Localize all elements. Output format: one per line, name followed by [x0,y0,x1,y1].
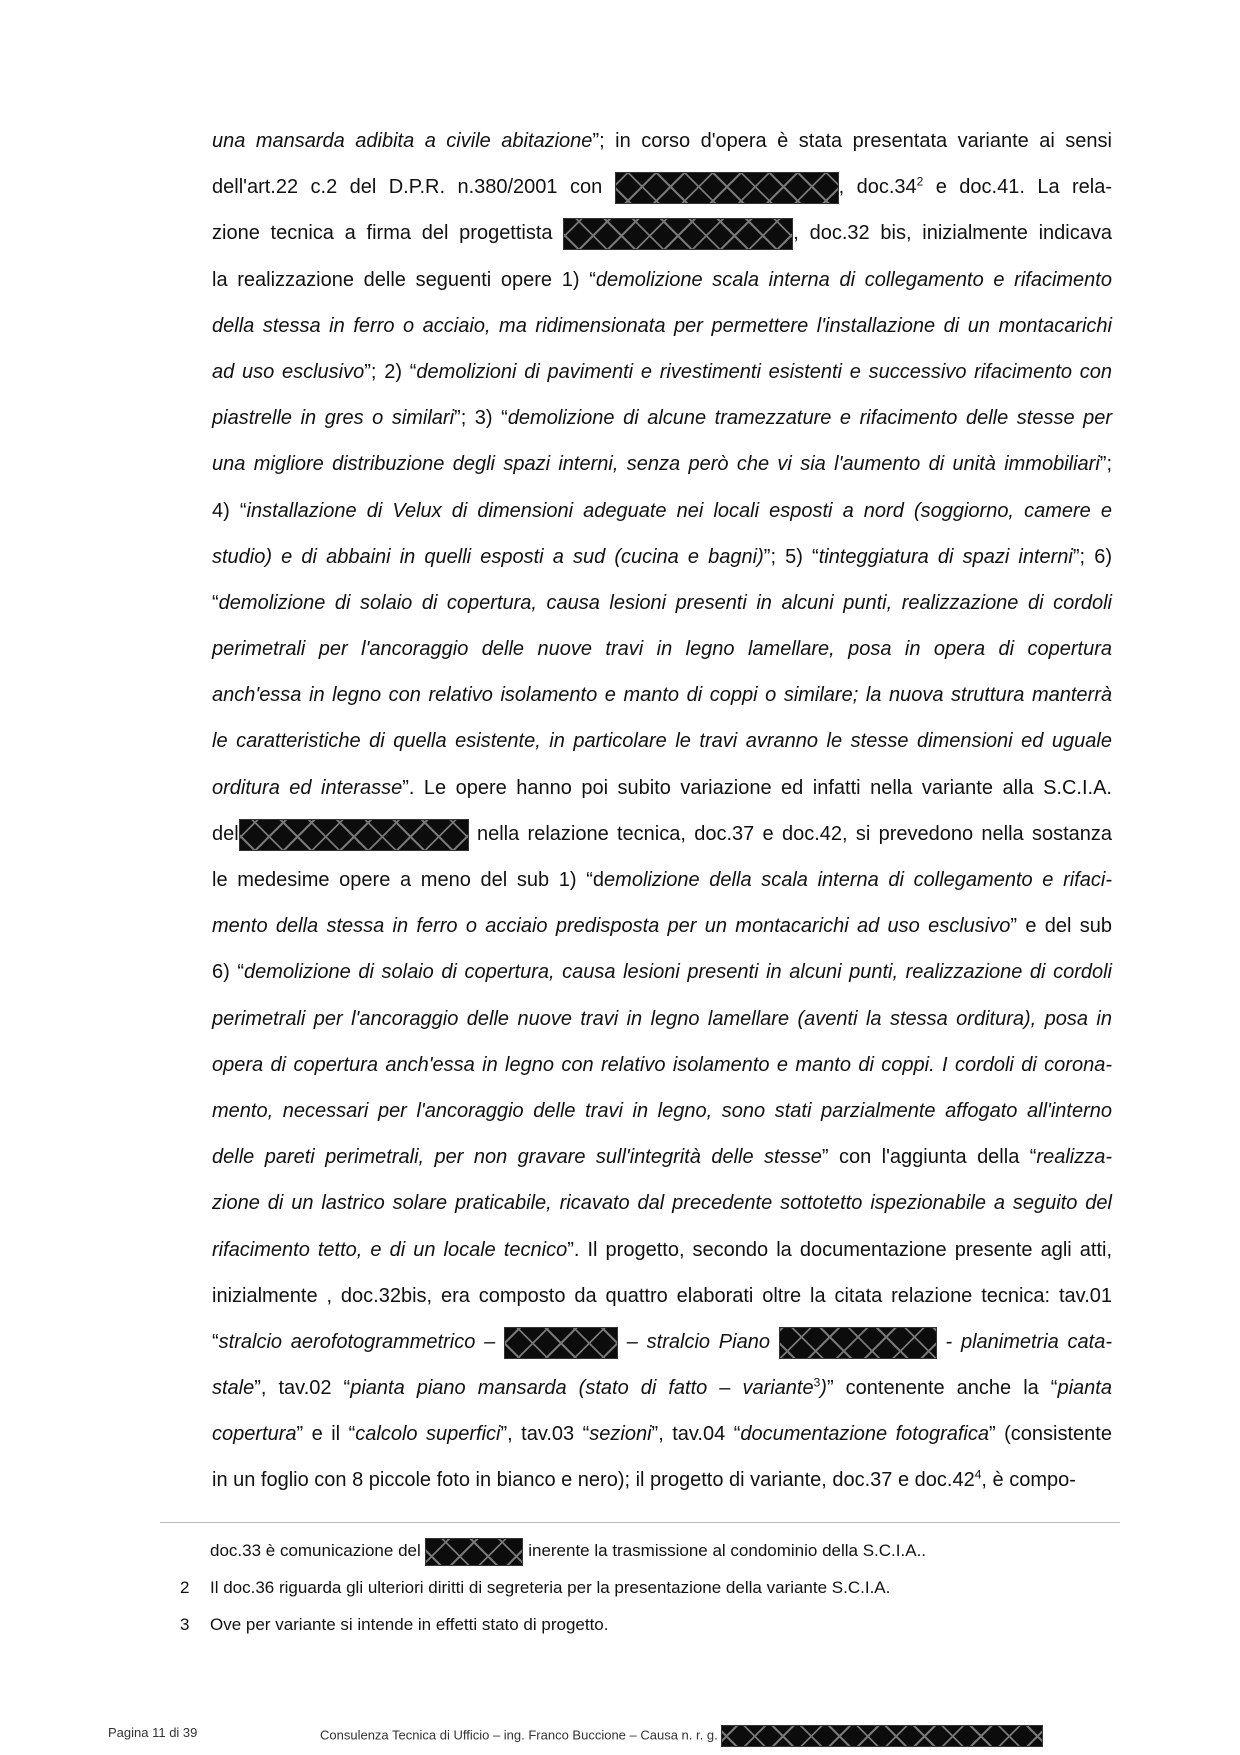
footnote-ref: 2 [916,174,924,189]
text: ”, tav.03 “ [500,1423,590,1446]
quote-text: calcolo superfici [355,1423,501,1446]
text-line [212,1042,1112,1088]
quote-text: anch'essa in legno con relativo isolamento e manto di coppi o similare; la nuova struttura manterrà [212,684,1112,707]
footnote-text: doc.33 è comunicazione del [210,1541,426,1560]
text: ”. Il progetto, secondo la documentazione presente agli atti, [567,1238,1113,1261]
text-line [212,257,1112,303]
quote-text: ad uso esclusivo [212,360,365,383]
text-line [212,1180,1112,1226]
quote-text: una mansarda adibita a civile abitazione [212,130,593,152]
footer-text: Consulenza Tecnica di Ufficio – ing. Franco Buccione – Causa n. r. g. [320,1727,722,1743]
quote-text: della stessa in ferro o acciaio, ma ridimensionata per permettere l'installazione di un montacarichi [212,314,1112,337]
text-line [212,949,1112,995]
text: ” e il “ [296,1423,356,1446]
redaction-block [615,172,839,204]
text-line [212,672,1112,718]
text-line [212,1411,1112,1457]
page-footer [0,1720,1240,1746]
text-line [212,718,1112,764]
quote-text: sezioni [589,1423,652,1446]
text: , doc.32 bis, inizialmente indicava [793,222,1112,245]
footnote-3 [160,1606,1120,1643]
text-line [212,626,1112,672]
text-line [212,303,1112,349]
text-line [212,1088,1112,1134]
text-line [212,118,1112,164]
text: ”. Le opere hanno poi subito variazione ed infatti nella variante alla S.C.I.A. [402,776,1112,799]
body-text [212,118,1112,1504]
text: dell'art.22 c.2 del D.P.R. n.380/2001 con [212,176,615,199]
quote-text: stralcio aerofotogrammetrico – [218,1330,504,1353]
text-line [212,534,1112,580]
text-line [212,1273,1112,1319]
text-line [212,1365,1112,1411]
text-line [212,210,1112,256]
quote-text: piastrelle in gres o similari [212,407,455,430]
text-line [212,1457,1112,1503]
footer-reference [320,1725,1043,1747]
text: ”; 2) “ [364,360,417,383]
text: ”; 3) “ [454,407,508,430]
footnote-ref: 3 [813,1375,821,1390]
quote-text: zione di un lastrico solare praticabile, ricavato dal precedente sottotetto ispezionabile a seguito del [212,1192,1112,1215]
text: le medesime opere a meno del sub 1) “d [212,869,605,891]
quote-text: – stralcio Piano [618,1330,779,1353]
quote-text: - planimetria cata- [936,1330,1113,1353]
text: inizialmente , doc.32bis, era composto da quattro elaborati oltre la citata relazione tecnica: tav.01 [212,1284,1112,1307]
footnote-text: Ove per variante si intende in effetti stato di progetto. [210,1615,609,1634]
text-line [212,1319,1112,1365]
footnotes [160,1532,1120,1643]
redaction-block [721,1725,1043,1747]
text-line [212,996,1112,1042]
text: ” con l'aggiunta della “ [821,1146,1037,1169]
text: ”, tav.02 “ [254,1377,351,1400]
text: “ [212,1330,219,1353]
footnote-text: inerente la trasmissione al condominio della S.C.I.A.. [523,1541,927,1560]
quote-text: rifacimento tetto, e di un locale tecnico [212,1238,568,1261]
quote-text: demolizione scala interna di collegamento e rifacimento [595,268,1112,291]
text-line [212,349,1112,395]
quote-text: emolizione della scala interna di collegamento e rifaci- [604,869,1112,891]
text: e doc.41. La rela- [923,176,1112,199]
quote-text: demolizione di alcune tramezzature e rifacimento delle stesse per [507,407,1113,430]
redaction-block [425,1538,523,1566]
quote-text: copertura [212,1423,297,1446]
text: ” e del sub [1010,915,1112,938]
quote-text: perimetrali per l'ancoraggio delle nuove travi in legno lamellare (aventi la stessa orditura), posa in [212,1007,1112,1030]
text: zione tecnica a firma del progettista [212,222,564,245]
text-line [212,1227,1112,1273]
quote-text: stale [212,1377,255,1400]
quote-text: tinteggiatura di spazi interni [818,545,1073,568]
quote-text: opera di copertura anch'essa in legno con relativo isolamento e manto di coppi. I cordoli di corona- [212,1053,1112,1076]
text: ”; [1099,453,1112,476]
quote-text: le caratteristiche di quella esistente, in particolare le travi avranno le stesse dimensioni ed uguale [212,730,1112,753]
text: ”; in corso d'opera è stata presentata variante ai sensi [592,130,1112,152]
footnote-2 [160,1569,1120,1606]
quote-text: mento, necessari per l'ancoraggio delle travi in legno, sono stati parzialmente affogato all'interno [212,1099,1112,1122]
text-line [212,395,1112,441]
text: , doc.34 [838,176,917,199]
page-number: Pagina 11 di 39 [108,1725,198,1740]
text: “ [212,591,219,614]
redaction-block [563,218,793,250]
quote-text: delle pareti perimetrali, per non gravare sull'integrità delle stesse [212,1146,822,1169]
text: in un foglio con 8 piccole foto in bianco e nero); il progetto di variante, doc.37 e doc.42 [212,1469,975,1492]
quote-text: realizza- [1036,1146,1112,1169]
footnote-ref: 4 [974,1467,982,1482]
footnote-number: 2 [180,1578,190,1597]
text: ” contenente anche la “ [826,1377,1058,1400]
redaction-block [239,819,469,851]
footnote-text: Il doc.36 riguarda gli ulteriori diritti di segreteria per la presentazione della variante S.C.I.A. [210,1578,891,1597]
text: , è compo- [981,1469,1076,1492]
quote-text: demolizione di solaio di copertura, causa lesioni presenti in alcuni punti, realizzazione di cordoli [218,591,1112,614]
text: 4) “ [212,499,247,522]
text: nella relazione tecnica, doc.37 e doc.42, si prevedono nella sostanza [468,822,1112,845]
quote-text: ) [820,1377,827,1400]
text-line [212,903,1112,949]
quote-text: documentazione fotografica [740,1423,990,1446]
text: la realizzazione delle seguenti opere 1) “ [212,268,596,291]
text-line [212,811,1112,857]
quote-text: orditura ed interasse [212,776,403,799]
text: 6) “ [212,961,245,984]
text-line [212,164,1112,210]
text-line [212,1134,1112,1180]
quote-text: pianta [1057,1377,1112,1400]
quote-text: perimetrali per l'ancoraggio delle nuove travi in legno lamellare, posa in opera di copertura [212,638,1112,661]
quote-text: demolizioni di pavimenti e rivestimenti esistenti e successivo rifacimento con [416,360,1112,383]
text: ” (consistente [989,1423,1112,1446]
text-line [212,488,1112,534]
footnote-separator [160,1522,1120,1523]
quote-text: pianta piano mansarda (stato di fatto – variante [350,1377,814,1400]
footnote-number: 3 [180,1615,190,1634]
quote-text: mento della stessa in ferro o acciaio predisposta per un montacarichi ad uso esclusivo [212,915,1011,938]
text-line [212,580,1112,626]
text: ”; 5) “ [763,545,819,568]
text-line [212,765,1112,811]
footnote-continuation [160,1532,1120,1569]
redaction-block [504,1327,618,1359]
text: del [212,822,239,845]
redaction-block [779,1327,937,1359]
quote-text: studio) e di abbaini in quelli esposti a sud (cucina e bagni) [212,545,764,568]
text-line [212,441,1112,487]
quote-text: una migliore distribuzione degli spazi interni, senza però che vi sia l'aumento di unità immobiliari [212,453,1100,476]
text-line [212,857,1112,903]
text: ”, tav.04 “ [651,1423,741,1446]
text: ”; 6) [1072,545,1112,568]
quote-text: demolizione di solaio di copertura, causa lesioni presenti in alcuni punti, realizzazione di cordoli [244,961,1112,984]
quote-text: installazione di Velux di dimensioni adeguate nei locali esposti a nord (soggiorno, camere e [246,499,1113,522]
